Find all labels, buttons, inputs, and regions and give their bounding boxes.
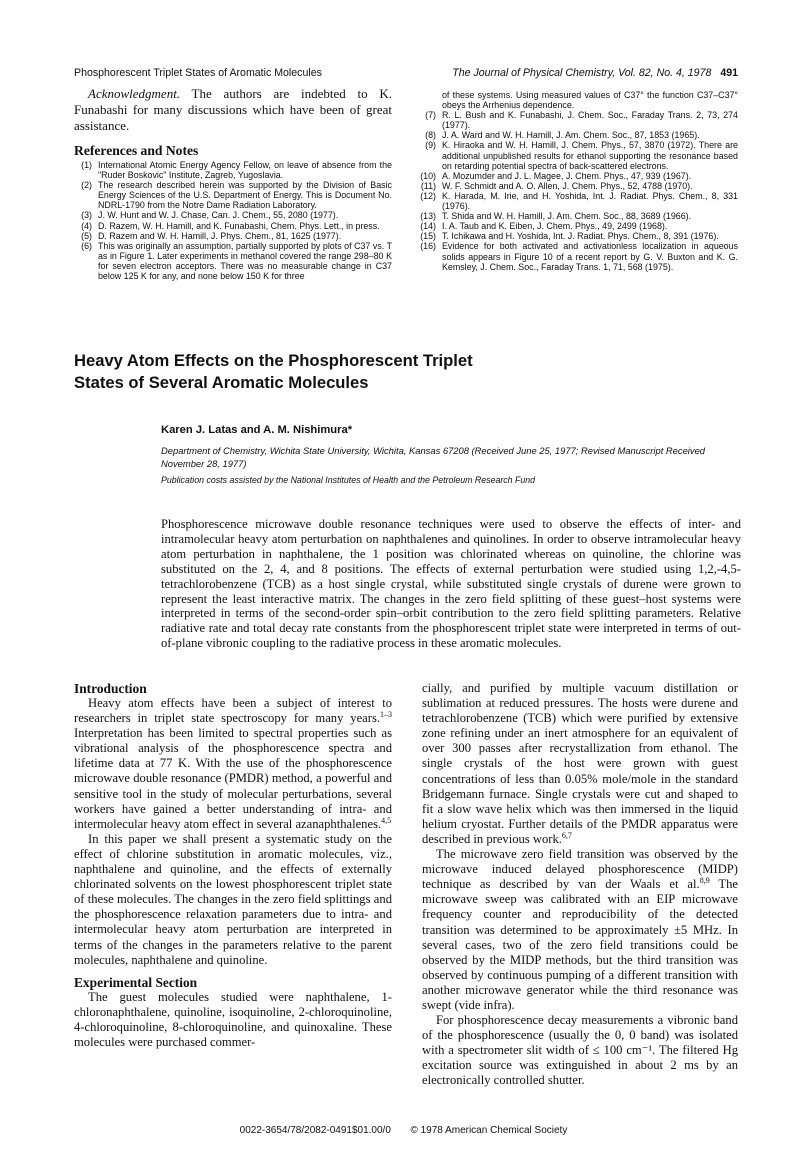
reference-number: (9) (425, 140, 436, 151)
reference-number: (10) (420, 170, 436, 181)
footer (0, 1125, 807, 1136)
abstract: Phosphorescence microwave double resonance techniques were used to observe the effects of inter- and intramolecular heavy atom perturbation on naphthalenes and quinolines. In order to observe intramolecular heavy atom perturbation in naphthalene, the 1 position was chlorinated whereas on quinoline, the chlorine was substituted on the 2, 4, and 8 positions. The effects of external perturbation were studied using 1,2,-4,5-tetrachlorobenzene (TCB) as a host single crystal, while substituted single crystals of durene were grown to represent the least interactive matrix. The changes in the zero field splitting of these guest–host systems were interpreted in terms of the second-order spin–orbit contribution to the zero field splitting parameters. Relative radiative rate and total decay rate constants from the phosphorescent triplet state were interpreted in terms of out-of-plane vibronic coupling to the radiative process in these aromatic molecules. (161, 517, 741, 651)
references-list-left (74, 160, 392, 281)
reference-text: R. L. Bush and K. Funabashi, J. Chem. Soc., Faraday Trans. 2, 73, 274 (1977). (442, 110, 738, 131)
reference-item (418, 171, 738, 181)
reference-text: D. Razem and W. H. Hamill, J. Phys. Chem., 81, 1625 (1977). (98, 230, 342, 241)
affiliation: Department of Chemistry, Wichita State University, Wichita, Kansas 67208 (Received June 25, 1977; Revised Manuscript Received November 28, 1977) (161, 445, 705, 469)
footer-code: 0022-3654/78/2082-0491$01.00/0 (239, 1125, 391, 1136)
authors: Karen J. Latas and A. M. Nishimura* (161, 424, 353, 436)
right-p1-citation: 6,7 (561, 830, 572, 840)
body-right-column (422, 681, 738, 1089)
right-paragraph-1 (422, 681, 738, 847)
reference-number (418, 90, 442, 110)
running-header-left: Phosphorescent Triplet States of Aromatic Molecules (74, 67, 322, 79)
right-p2-citation: 8,9 (699, 876, 710, 886)
running-header-journal (452, 67, 738, 79)
reference-text: K. Harada, M. Irie, and H. Yoshida, Int. J. Radiat. Phys. Chem., 8, 331 (1976). (442, 190, 738, 212)
article-title-line-2: States of Several Aromatic Molecules (74, 373, 369, 392)
intro-paragraph-2: In this paper we shall present a systematic study on the effect of chlorine substitution in aromatic molecules, viz., naphthalene and quinoline, and the effects of externally chlorinated solvents on the lowest phosphorescent triplet state of these molecules. The changes in the zero field splittings and the phosphorescence relaxation parameters due to intra- and intermolecular heavy atom perturbation are interpreted in terms of the changes in the parameters relative to the parent molecules, naphthalene and quinoline. (74, 831, 392, 967)
reference-item (418, 130, 738, 140)
reference-item (418, 110, 738, 130)
reference-item (74, 221, 392, 231)
reference-item (418, 231, 738, 241)
experimental-heading: Experimental Section (74, 974, 198, 990)
article-title (74, 350, 473, 394)
reference-text: D. Razem, W. H. Hamill, and K. Funabashi, Chem. Phys. Lett., in press. (98, 220, 380, 231)
reference-item (418, 181, 738, 191)
reference-number: (3) (81, 210, 92, 221)
reference-text: A. Mozumder and J. L. Magee, J. Chem. Phys., 47, 939 (1967). (442, 170, 692, 181)
footer-copyright: © 1978 American Chemical Society (410, 1125, 568, 1136)
intro-p1-citation-2: 4,5 (381, 815, 392, 825)
reference-item (418, 211, 738, 221)
reference-text: W. F. Schmidt and A. O. Allen, J. Chem. Phys., 52, 4788 (1970). (442, 180, 693, 191)
references-list-right (418, 90, 738, 272)
experimental-paragraph-1: The guest molecules studied were naphthalene, 1-chloronaphthalene, quinoline, isoquinoline, 2-chloroquinoline, 4-chloroquinoline, 8-chloroquinoline, and quinoxaline. These molecules were purchased commer- (74, 989, 392, 1049)
reference-number: (14) (420, 221, 436, 232)
reference-number: (16) (420, 241, 436, 252)
acknowledgment (74, 86, 392, 134)
reference-number: (5) (81, 230, 92, 241)
right-paragraph-3: For phosphorescence decay measurements a vibronic band of the phosphorescence (usually the 0, 0 band) was isolated with a spectrometer slit width of ≤ 100 cm⁻¹. The filtered Hg excitation source was extinguished in about 2 ms by an electronically controlled shutter. (422, 1013, 738, 1088)
reference-text: International Atomic Energy Agency Fellow, on leave of absence from the "Ruder Boskovic" Institute, Zagreb, Yugoslavia. (98, 160, 392, 181)
reference-item (74, 231, 392, 241)
ack-text: The authors are indebted to K. Funabashi for many discussions which have been of great assistance. (74, 86, 392, 133)
reference-number: (1) (81, 160, 92, 170)
reference-item (418, 191, 738, 211)
reference-number: (13) (420, 211, 436, 222)
reference-text: J. A. Ward and W. H. Hamill, J. Am. Chem. Soc., 87, 1853 (1965). (442, 130, 700, 141)
intro-p1-a: Heavy atom effects have been a subject of interest to researchers in triplet state spectroscopy for many years. (74, 696, 392, 726)
article-title-line-1: Heavy Atom Effects on the Phosphorescent Triplet (74, 351, 473, 370)
reference-item (418, 241, 738, 271)
page-number: 491 (720, 67, 738, 79)
right-p2-b: The microwave sweep was calibrated with an EIP microwave frequency counter and reproducibility of the detected transition was determined to be approximately ±5 MHz. In several cases, two of the zero field transitions could be observed by the MIDP methods, but the third transition was observed by continuous pumping of a different transition with another microwave generator while the third resonance was swept (vide infra). (422, 877, 738, 1012)
reference-number: (8) (425, 130, 436, 141)
top-right-column (418, 90, 738, 272)
intro-p1-citation: 1–3 (380, 709, 392, 719)
reference-number: (4) (81, 220, 92, 231)
reference-item (74, 210, 392, 220)
right-p1-text: cially, and purified by multiple vacuum distillation or sublimation at reduced pressures. The hosts were durene and tetrachlorobenzene (TCB) which were purified by extensive zone refining under an inert atmosphere for an equivalent of over 300 passes after recrystallization from ethanol. The single crystals of the host were grown with guest concentrations of less than 0.05% mole/mole in the standard Bridgemann furnace. Single crystals were cut and shaped to fit a slow wave helix which was then immersed in the liquid helium cryostat. Further details of the PMDR apparatus were described in previous work. (422, 681, 738, 846)
reference-text: T. Shida and W. H. Hamill, J. Am. Chem. Soc., 88, 3689 (1966). (442, 211, 692, 222)
reference-number: (6) (81, 240, 92, 251)
right-paragraph-2 (422, 847, 738, 1013)
reference-text: K. Hiraoka and W. H. Hamill, J. Chem. Phys., 57, 3870 (1972). There are additional unpublished results for ethanol supporting the resonance based on retarding potential spectra of back-scattered electrons. (442, 140, 738, 171)
intro-p1-b: Interpretation has been limited to spectral properties such as vibrational analysis of the phosphorescence spectra and lifetime data at 77 K. With the use of the phosphorescence microwave double resonance (PMDR) method, a powerful and sensitive tool in the study of molecular perturbations, several workers have gained a better understanding of intra- and intermolecular heavy atom effect in several azanaphthalenes. (74, 726, 392, 831)
reference-text: of these systems. Using measured values of C37° the function C37–C37° obeys the Arrhenius dependence. (442, 90, 738, 111)
top-left-column (74, 86, 392, 281)
reference-item (418, 221, 738, 231)
journal-citation: The Journal of Physical Chemistry, Vol. 82, No. 4, 1978 (452, 67, 712, 79)
reference-text: Evidence for both activated and activationless localization in aqueous solids appears in Figure 10 of a recent report by G. V. Buxton and K. G. Kemsley, J. Chem. Soc., Faraday Trans. 1, 71, 568 (1975). (442, 241, 738, 272)
reference-item (74, 241, 392, 281)
reference-item (418, 140, 738, 170)
funding-note: Publication costs assisted by the National Institutes of Health and the Petroleum Research Fund (161, 475, 536, 485)
reference-number: (12) (420, 190, 436, 201)
right-p2-a: The microwave zero field transition was observed by the microwave induced delayed phosphorescence (MIDP) technique as described by van der Waals et al. (422, 847, 738, 892)
references-heading: References and Notes (74, 143, 199, 158)
reference-number: (7) (425, 110, 436, 121)
reference-text: I. A. Taub and K. Eiben, J. Chem. Phys., 49, 2499 (1968). (442, 221, 668, 232)
intro-paragraph-1 (74, 696, 392, 832)
ack-label: Acknowledgment. (88, 86, 181, 101)
body-left-column (74, 681, 392, 1050)
reference-text: T. Ichikawa and H. Yoshida, Int. J. Radiat. Phys. Chem., 8, 391 (1976). (442, 231, 719, 242)
reference-text: J. W. Hunt and W. J. Chase, Can. J. Chem., 55, 2080 (1977). (98, 210, 339, 221)
reference-item (418, 90, 738, 110)
reference-number: (11) (420, 180, 436, 191)
reference-item (74, 180, 392, 210)
introduction-heading: Introduction (74, 681, 147, 696)
reference-number: (15) (420, 231, 436, 242)
reference-text: The research described herein was supported by the Division of Basic Energy Sciences of the U.S. Department of Energy. This is Document No. NDRL-1790 from the Notre Dame Radiation Laboratory. (98, 180, 392, 211)
reference-number: (2) (81, 180, 92, 191)
reference-text: This was originally an assumption, partially supported by plots of C37 vs. T as in Figure 1. Later experiments in methanol covered the range 298–80 K for seven electron acceptors. There was no measurable change in C37 below 125 K for any, and none below 150 K for three (98, 240, 392, 282)
reference-item (74, 160, 392, 180)
